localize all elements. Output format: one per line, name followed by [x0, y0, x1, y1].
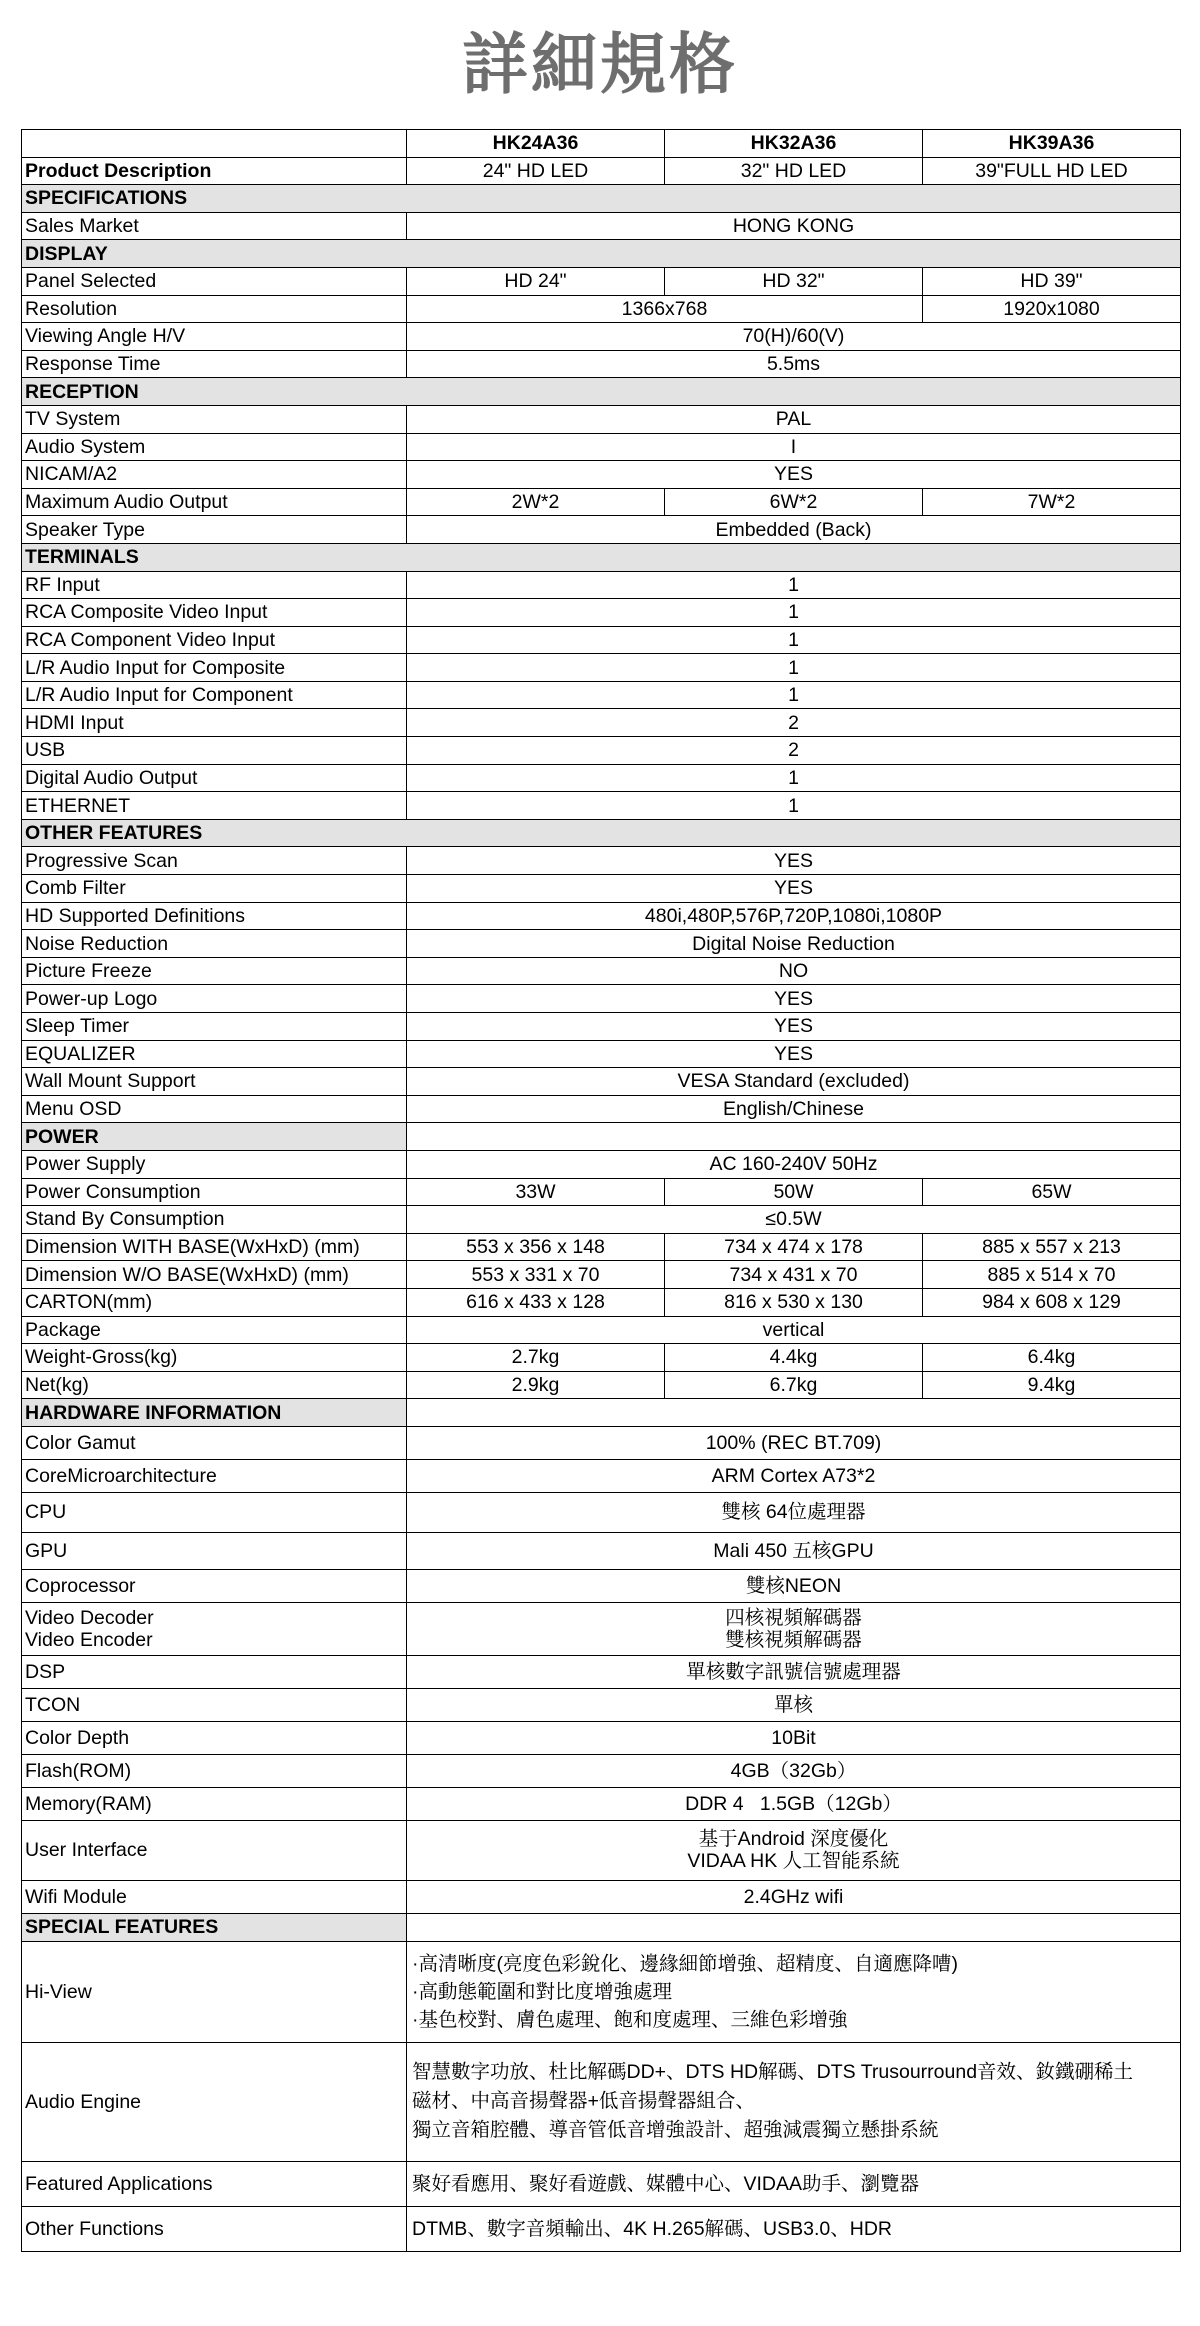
- cell-value: 1: [407, 599, 1181, 627]
- cell-value: 6W*2: [665, 488, 923, 516]
- row-label: Wall Mount Support: [22, 1068, 407, 1096]
- table-row: [22, 516, 1181, 544]
- row-label: CPU: [22, 1492, 407, 1532]
- table-row: [22, 1721, 1181, 1754]
- row-label: NICAM/A2: [22, 461, 407, 489]
- cell-value: 32" HD LED: [665, 157, 923, 185]
- row-label: Audio System: [22, 433, 407, 461]
- hiview-line: ·基色校對、膚色處理、飽和度處理、三維色彩增強: [412, 2008, 848, 2031]
- cell-value: DTMB、數字音頻輸出、4K H.265解碼、USB3.0、HDR: [407, 2206, 1181, 2251]
- cell-value: 984 x 608 x 129: [923, 1288, 1181, 1316]
- table-row: [22, 737, 1181, 765]
- table-row: [22, 1288, 1181, 1316]
- row-label: Noise Reduction: [22, 930, 407, 958]
- video-decoder-label: Video Decoder: [25, 1606, 154, 1629]
- row-label: Product Description: [22, 157, 407, 185]
- row-label: ETHERNET: [22, 792, 407, 820]
- table-row: [22, 1040, 1181, 1068]
- cell-value: 39"FULL HD LED: [923, 157, 1181, 185]
- cell-value: 1: [407, 792, 1181, 820]
- cell-value: 1: [407, 626, 1181, 654]
- section-title: SPECIAL FEATURES: [22, 1913, 407, 1941]
- cell-value: NO: [407, 957, 1181, 985]
- cell-value: 10Bit: [407, 1721, 1181, 1754]
- model-header-row: [22, 130, 1181, 158]
- table-row: [22, 875, 1181, 903]
- table-row: [22, 1344, 1181, 1372]
- table-row: [22, 571, 1181, 599]
- cell-value: Embedded (Back): [407, 516, 1181, 544]
- table-row: [22, 1569, 1181, 1602]
- table-row: [22, 1602, 1181, 1655]
- cell-value: HONG KONG: [407, 212, 1181, 240]
- cell-value: 553 x 356 x 148: [407, 1233, 665, 1261]
- table-row: [22, 764, 1181, 792]
- row-label: Hi-View: [22, 1941, 407, 2042]
- cell-value: 單核: [407, 1688, 1181, 1721]
- cell-value: 1: [407, 571, 1181, 599]
- table-row: [22, 212, 1181, 240]
- table-row: [22, 902, 1181, 930]
- table-row: [22, 709, 1181, 737]
- table-row: [22, 1820, 1181, 1880]
- cell-value: YES: [407, 1013, 1181, 1041]
- cell-value: 7W*2: [923, 488, 1181, 516]
- table-row: [22, 433, 1181, 461]
- table-row: [22, 1068, 1181, 1096]
- row-label: Resolution: [22, 295, 407, 323]
- cell-value: 885 x 557 x 213: [923, 1233, 1181, 1261]
- table-row: [22, 1532, 1181, 1569]
- row-label: Net(kg): [22, 1371, 407, 1399]
- cell-value: Mali 450 五核GPU: [407, 1532, 1181, 1569]
- row-label: RCA Component Video Input: [22, 626, 407, 654]
- table-row: [22, 1655, 1181, 1688]
- model-name: HK39A36: [923, 130, 1181, 158]
- table-row: [22, 461, 1181, 489]
- blank-cell: [22, 130, 407, 158]
- table-row: [22, 1095, 1181, 1123]
- row-label: L/R Audio Input for Composite: [22, 654, 407, 682]
- row-label: Color Gamut: [22, 1426, 407, 1459]
- cell-value: I: [407, 433, 1181, 461]
- section-header: [22, 819, 1181, 847]
- audio-engine-line: 獨立音箱腔體、導音管低音增強設計、超強減震獨立懸掛系統: [412, 2119, 939, 2141]
- table-row: [22, 599, 1181, 627]
- table-row: [22, 323, 1181, 351]
- cell-value: VESA Standard (excluded): [407, 1068, 1181, 1096]
- section-title: SPECIFICATIONS: [22, 185, 1181, 213]
- video-encoder-value: 雙核視頻解碼器: [725, 1628, 862, 1651]
- cell-value: HD 24": [407, 267, 665, 295]
- cell-value: 2.4GHz wifi: [407, 1880, 1181, 1913]
- row-label: Power Consumption: [22, 1178, 407, 1206]
- section-header: [22, 1913, 1181, 1941]
- table-row: [22, 1688, 1181, 1721]
- cell-value: PAL: [407, 405, 1181, 433]
- table-row: [22, 1233, 1181, 1261]
- cell-value: 4GB（32Gb）: [407, 1754, 1181, 1787]
- cell-value: 1: [407, 654, 1181, 682]
- cell-value: 100% (REC BT.709): [407, 1426, 1181, 1459]
- table-row: [22, 1880, 1181, 1913]
- row-label: CARTON(mm): [22, 1288, 407, 1316]
- ui-line: VIDAA HK 人工智能系統: [687, 1850, 900, 1873]
- row-label: Wifi Module: [22, 1880, 407, 1913]
- row-label: Dimension WITH BASE(WxHxD) (mm): [22, 1233, 407, 1261]
- row-label: HD Supported Definitions: [22, 902, 407, 930]
- cell-value: YES: [407, 985, 1181, 1013]
- section-title: DISPLAY: [22, 240, 1181, 268]
- cell-value: 553 x 331 x 70: [407, 1261, 665, 1289]
- cell-value: 6.4kg: [923, 1344, 1181, 1372]
- cell-value: YES: [407, 847, 1181, 875]
- cell-value: 1366x768: [407, 295, 923, 323]
- cell-value: 734 x 431 x 70: [665, 1261, 923, 1289]
- table-row: [22, 2161, 1181, 2206]
- section-title: OTHER FEATURES: [22, 819, 1181, 847]
- cell-value: [407, 2042, 1181, 2161]
- table-row: [22, 654, 1181, 682]
- table-row: [22, 985, 1181, 1013]
- row-label: Featured Applications: [22, 2161, 407, 2206]
- table-row: [22, 1013, 1181, 1041]
- table-row: [22, 1492, 1181, 1532]
- cell-value: 雙核 64位處理器: [407, 1492, 1181, 1532]
- row-label: Sleep Timer: [22, 1013, 407, 1041]
- cell-value: [407, 1602, 1181, 1655]
- cell-value: 4.4kg: [665, 1344, 923, 1372]
- table-row: [22, 1426, 1181, 1459]
- cell-value: 1: [407, 681, 1181, 709]
- table-row: [22, 1754, 1181, 1787]
- cell-value: DDR 4 1.5GB（12Gb）: [407, 1787, 1181, 1820]
- table-row: [22, 295, 1181, 323]
- row-label: DSP: [22, 1655, 407, 1688]
- cell-value: 聚好看應用、聚好看遊戲、媒體中心、VIDAA助手、瀏覽器: [407, 2161, 1181, 2206]
- row-label: L/R Audio Input for Component: [22, 681, 407, 709]
- row-label: Panel Selected: [22, 267, 407, 295]
- section-title: POWER: [22, 1123, 407, 1151]
- table-row: [22, 681, 1181, 709]
- cell-value: 9.4kg: [923, 1371, 1181, 1399]
- table-row: [22, 1206, 1181, 1234]
- row-label: Viewing Angle H/V: [22, 323, 407, 351]
- row-label: RCA Composite Video Input: [22, 599, 407, 627]
- video-decoder-value: 四核視頻解碼器: [725, 1606, 862, 1629]
- ui-line: 基于Android 深度優化: [698, 1828, 889, 1851]
- cell-value: 2.9kg: [407, 1371, 665, 1399]
- cell-value: 2: [407, 709, 1181, 737]
- row-label: USB: [22, 737, 407, 765]
- cell-value: [407, 1820, 1181, 1880]
- cell-value: 885 x 514 x 70: [923, 1261, 1181, 1289]
- cell-value: 雙核NEON: [407, 1569, 1181, 1602]
- row-label: Power Supply: [22, 1150, 407, 1178]
- section-header: [22, 378, 1181, 406]
- row-label: Picture Freeze: [22, 957, 407, 985]
- blank-cell: [407, 1913, 1181, 1941]
- row-label: Package: [22, 1316, 407, 1344]
- row-label: Weight-Gross(kg): [22, 1344, 407, 1372]
- page-title: 詳細規格: [462, 26, 738, 103]
- cell-value: 33W: [407, 1178, 665, 1206]
- row-label: Menu OSD: [22, 1095, 407, 1123]
- row-label: Comb Filter: [22, 875, 407, 903]
- cell-value: AC 160-240V 50Hz: [407, 1150, 1181, 1178]
- row-label: CoreMicroarchitecture: [22, 1459, 407, 1492]
- section-title: TERMINALS: [22, 543, 1181, 571]
- cell-value: 24" HD LED: [407, 157, 665, 185]
- cell-value: 816 x 530 x 130: [665, 1288, 923, 1316]
- table-row: [22, 847, 1181, 875]
- video-encoder-label: Video Encoder: [25, 1628, 153, 1651]
- table-row: [22, 626, 1181, 654]
- row-label: Memory(RAM): [22, 1787, 407, 1820]
- table-row: [22, 157, 1181, 185]
- cell-value: 單核數字訊號信號處理器: [407, 1655, 1181, 1688]
- audio-engine-line: 磁材、中高音揚聲器+低音揚聲器組合、: [412, 2090, 755, 2112]
- cell-value: 2W*2: [407, 488, 665, 516]
- section-header: [22, 1399, 1181, 1427]
- hiview-line: ·高動態範圍和對比度增強處理: [412, 1980, 672, 2003]
- cell-value: 50W: [665, 1178, 923, 1206]
- cell-value: vertical: [407, 1316, 1181, 1344]
- table-row: [22, 1787, 1181, 1820]
- cell-value: 616 x 433 x 128: [407, 1288, 665, 1316]
- blank-cell: [407, 1123, 1181, 1151]
- section-title: HARDWARE INFORMATION: [22, 1399, 407, 1427]
- row-label: Dimension W/O BASE(WxHxD) (mm): [22, 1261, 407, 1289]
- row-label: EQUALIZER: [22, 1040, 407, 1068]
- row-label: [22, 1602, 407, 1655]
- cell-value: 2.7kg: [407, 1344, 665, 1372]
- cell-value: 5.5ms: [407, 350, 1181, 378]
- hiview-line: ·高清晰度(亮度色彩銳化、邊緣細節增強、超精度、自適應降嘈): [412, 1952, 958, 1975]
- table-row: [22, 1150, 1181, 1178]
- table-row: [22, 1941, 1181, 2042]
- row-label: Stand By Consumption: [22, 1206, 407, 1234]
- row-label: Audio Engine: [22, 2042, 407, 2161]
- table-row: [22, 957, 1181, 985]
- table-row: [22, 1178, 1181, 1206]
- cell-value: 6.7kg: [665, 1371, 923, 1399]
- row-label: Color Depth: [22, 1721, 407, 1754]
- cell-value: 1920x1080: [923, 295, 1181, 323]
- cell-value: 734 x 474 x 178: [665, 1233, 923, 1261]
- section-header: [22, 543, 1181, 571]
- row-label: Power-up Logo: [22, 985, 407, 1013]
- section-header: [22, 185, 1181, 213]
- cell-value: YES: [407, 1040, 1181, 1068]
- section-title: RECEPTION: [22, 378, 1181, 406]
- row-label: Maximum Audio Output: [22, 488, 407, 516]
- cell-value: 2: [407, 737, 1181, 765]
- cell-value: [407, 1941, 1181, 2042]
- table-row: [22, 1371, 1181, 1399]
- cell-value: HD 32": [665, 267, 923, 295]
- table-row: [22, 267, 1181, 295]
- row-label: Coprocessor: [22, 1569, 407, 1602]
- cell-value: 65W: [923, 1178, 1181, 1206]
- table-row: [22, 1459, 1181, 1492]
- table-row: [22, 350, 1181, 378]
- section-header: [22, 1123, 1181, 1151]
- model-name: HK32A36: [665, 130, 923, 158]
- row-label: Flash(ROM): [22, 1754, 407, 1787]
- row-label: HDMI Input: [22, 709, 407, 737]
- cell-value: Digital Noise Reduction: [407, 930, 1181, 958]
- model-name: HK24A36: [407, 130, 665, 158]
- table-row: [22, 930, 1181, 958]
- row-label: Progressive Scan: [22, 847, 407, 875]
- row-label: User Interface: [22, 1820, 407, 1880]
- table-row: [22, 792, 1181, 820]
- table-row: [22, 405, 1181, 433]
- table-row: [22, 1261, 1181, 1289]
- table-row: [22, 488, 1181, 516]
- cell-value: 70(H)/60(V): [407, 323, 1181, 351]
- cell-value: YES: [407, 875, 1181, 903]
- blank-cell: [407, 1399, 1181, 1427]
- table-row: [22, 1316, 1181, 1344]
- row-label: GPU: [22, 1532, 407, 1569]
- row-label: Response Time: [22, 350, 407, 378]
- row-label: RF Input: [22, 571, 407, 599]
- row-label: Speaker Type: [22, 516, 407, 544]
- cell-value: ≤0.5W: [407, 1206, 1181, 1234]
- cell-value: YES: [407, 461, 1181, 489]
- row-label: Digital Audio Output: [22, 764, 407, 792]
- row-label: Sales Market: [22, 212, 407, 240]
- row-label: TCON: [22, 1688, 407, 1721]
- section-header: [22, 240, 1181, 268]
- cell-value: 1: [407, 764, 1181, 792]
- cell-value: HD 39": [923, 267, 1181, 295]
- cell-value: ARM Cortex A73*2: [407, 1459, 1181, 1492]
- spec-table: [21, 129, 1181, 2252]
- cell-value: 480i,480P,576P,720P,1080i,1080P: [407, 902, 1181, 930]
- row-label: Other Functions: [22, 2206, 407, 2251]
- table-row: [22, 2206, 1181, 2251]
- audio-engine-line: 智慧數字功放、杜比解碼DD+、DTS HD解碼、DTS Trusourround音效、釹鐵硼稀土: [412, 2061, 1134, 2083]
- cell-value: English/Chinese: [407, 1095, 1181, 1123]
- row-label: TV System: [22, 405, 407, 433]
- table-row: [22, 2042, 1181, 2161]
